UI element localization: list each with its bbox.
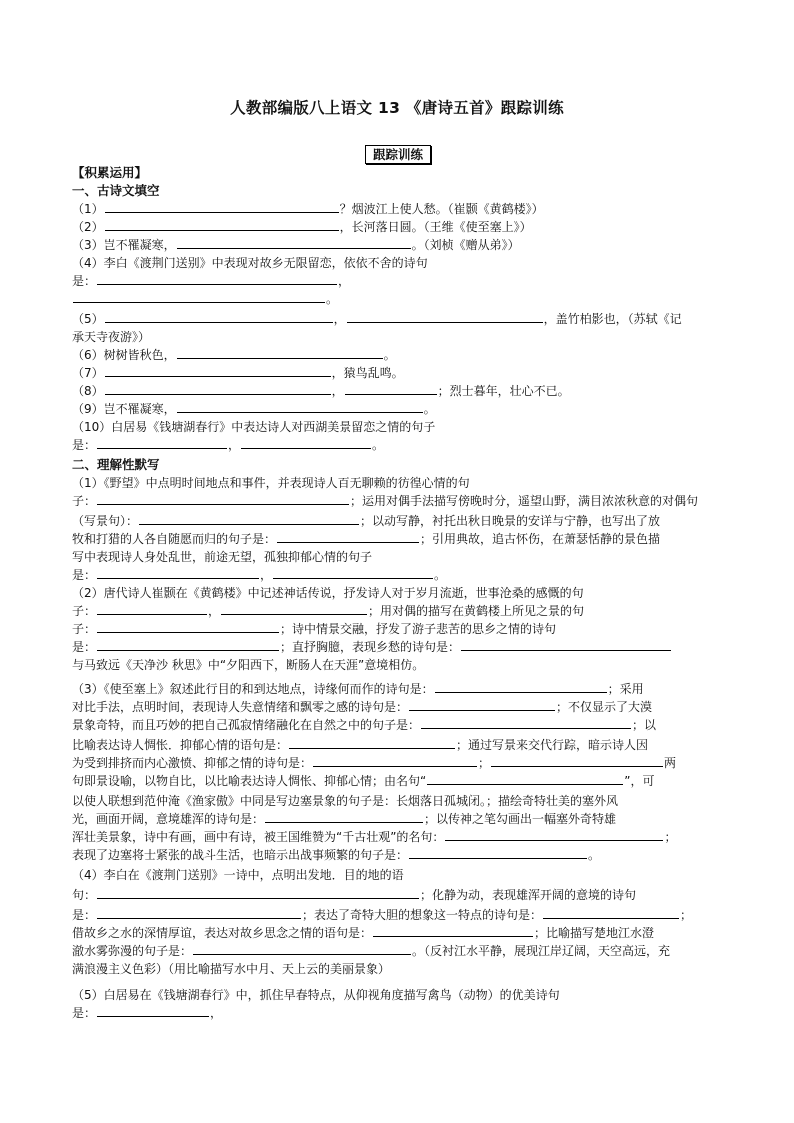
- answer-blank[interactable]: [73, 290, 325, 303]
- answer-blank[interactable]: [277, 530, 419, 543]
- answer-blank[interactable]: [409, 698, 555, 711]
- answer-blank[interactable]: [177, 400, 423, 413]
- page-title: 人教部编版八上语文 13 《唐诗五首》跟踪训练: [230, 99, 564, 117]
- answer-blank[interactable]: [97, 602, 207, 615]
- question-line: （7） ，猿鸟乱鸣。: [72, 366, 404, 380]
- answer-blank[interactable]: [97, 272, 337, 285]
- section-2-heading: 二、理解性默写: [72, 457, 160, 472]
- answer-blank[interactable]: [105, 364, 331, 377]
- question-line: 浑壮美景象，诗中有画，画中有诗，被王国维赞为“千古壮观”的名句： ；: [72, 830, 677, 844]
- answer-blank[interactable]: [97, 620, 279, 633]
- question-line: 。: [72, 290, 732, 308]
- question-line: 承天寺夜游》）: [72, 330, 151, 344]
- question-line: 是： ；表达了奇特大胆的想象这一特点的诗句是： ；: [72, 908, 693, 922]
- answer-blank[interactable]: [97, 638, 279, 651]
- question-line: 以使人联想到范仲淹《渔家傲》中同是写边塞景象的句子是：长烟落日孤城闭。；描绘奇特壮美的塞外风: [72, 794, 619, 808]
- answer-blank[interactable]: [373, 924, 533, 937]
- question-line: 与马致远《天净沙 秋思》中“夕阳西下，断肠人在天涯”意境相仿。: [72, 658, 425, 672]
- answer-blank[interactable]: [543, 906, 679, 919]
- question-line: （8） ， ；烈士暮年，壮心不已。: [72, 384, 570, 398]
- answer-blank[interactable]: [289, 736, 455, 749]
- answer-blank[interactable]: [221, 602, 367, 615]
- answer-blank[interactable]: [445, 828, 663, 841]
- answer-blank[interactable]: [491, 754, 663, 767]
- answer-blank[interactable]: [177, 346, 383, 359]
- answer-blank[interactable]: [273, 566, 433, 579]
- question-line: （5） ， ，盖竹柏影也，（苏轼《记: [72, 312, 682, 326]
- answer-blank[interactable]: [97, 492, 349, 505]
- answer-blank[interactable]: [313, 754, 477, 767]
- question-line: 表现了边塞将士紧张的战斗生活，也暗示出战事频繁的句子是： 。: [72, 848, 601, 862]
- answer-blank[interactable]: [97, 906, 301, 919]
- question-line: 是： ， 。: [72, 438, 385, 452]
- question-line: 子： ；诗中情景交融，抒发了游子悲苦的思乡之情的诗句: [72, 622, 557, 636]
- question-line: 对比手法，点明时间，表现诗人失意情绪和飘零之感的诗句是： ；不仅显示了大漠: [72, 700, 653, 714]
- answer-blank[interactable]: [421, 716, 631, 729]
- answer-blank[interactable]: [105, 382, 331, 395]
- question-line: （6）树树皆秋色， 。: [72, 348, 396, 362]
- question-line: 满浪漫主义色彩）（用比喻描写水中月、天上云的美丽景象）: [72, 962, 391, 976]
- answer-blank[interactable]: [97, 886, 419, 899]
- section-1-heading: 一、古诗文填空: [72, 183, 160, 198]
- question-line: 为受到排挤而内心激愤、抑郁之情的诗句是： ； 两: [72, 756, 677, 770]
- question-line: 澈水雾弥漫的句子是： 。（反衬江水平静，展现江岸辽阔，天空高远，充: [72, 944, 671, 958]
- section-label-box: 跟踪训练: [365, 145, 431, 164]
- question-line: （10）白居易《钱塘湖春行》中表达诗人对西湖美景留恋之情的句子: [72, 420, 436, 434]
- question-line: 光，画面开阔，意境雄浑的诗句是： ；以传神之笔勾画出一幅塞外奇特雄: [72, 812, 617, 826]
- answer-blank[interactable]: [105, 310, 333, 323]
- answer-blank[interactable]: [97, 436, 227, 449]
- question-line: （3）《使至塞上》叙述此行目的和到达地点，诗缘何而作的诗句是： ；采用: [72, 682, 644, 696]
- question-line: 是： ，: [72, 274, 351, 288]
- question-line: （2） ，长河落日圆。（王维《使至塞上》）: [72, 220, 532, 234]
- answer-blank[interactable]: [461, 638, 671, 651]
- answer-blank[interactable]: [345, 382, 437, 395]
- question-line: （9）岂不罹凝寒， 。: [72, 402, 436, 416]
- question-line: （写景句）： ；以动写静，衬托出秋日晚景的安详与宁静，也写出了放: [72, 514, 661, 528]
- question-line: 借故乡之水的深情厚谊，表达对故乡思念之情的语句是： ；比喻描写楚地江水澄: [72, 926, 655, 940]
- answer-blank[interactable]: [97, 566, 259, 579]
- section-header: 【积累运用】: [72, 165, 148, 180]
- question-line: 是： ，: [72, 1006, 223, 1020]
- question-line: 句即景设喻，以物自比，以比喻表达诗人惆怅、抑郁心情；由名句“ ”，可: [72, 774, 655, 788]
- answer-blank[interactable]: [139, 512, 359, 525]
- answer-blank[interactable]: [435, 680, 607, 693]
- answer-blank[interactable]: [265, 810, 423, 823]
- question-line: （1） ？烟波江上使人愁。（崔颢《黄鹤楼》）: [72, 202, 544, 216]
- question-line: （2）唐代诗人崔颢在《黄鹤楼》中记述神话传说，抒发诗人对于岁月流逝，世事沧桑的感慨的句: [72, 586, 584, 600]
- answer-blank[interactable]: [241, 436, 371, 449]
- question-line: 牧和打猎的人各自随愿而归的句子是： ；引用典故，追古怀伤，在萧瑟恬静的景色描: [72, 532, 661, 546]
- question-line: 是： ；直抒胸臆，表现乡愁的诗句是：: [72, 638, 732, 656]
- answer-blank[interactable]: [347, 310, 543, 323]
- question-line: 是： ， 。: [72, 568, 447, 582]
- question-line: （4）李白在《渡荆门送别》一诗中，点明出发地．目的地的语: [72, 868, 404, 882]
- question-line: 比喻表达诗人惆怅．抑郁心情的语句是： ；通过写景来交代行踪，暗示诗人因: [72, 738, 649, 752]
- question-line: （5）白居易在《钱塘湖春行》中，抓住早春特点，从仰视角度描写禽鸟（动物）的优美诗句: [72, 988, 560, 1002]
- question-line: （4）李白《渡荆门送别》中表现对故乡无限留恋，依依不舍的诗句: [72, 256, 428, 270]
- question-line: （1）《野望》中点明时间地点和事件，并表现诗人百无聊赖的彷徨心情的句: [72, 476, 470, 490]
- question-line: （3）岂不罹凝寒， 。（刘桢《赠从弟》）: [72, 238, 520, 252]
- question-line: 写中表现诗人身处乱世，前途无望，孤独抑郁心情的句子: [72, 550, 373, 564]
- question-line: 子： ， ；用对偶的描写在黄鹤楼上所见之景的句: [72, 604, 585, 618]
- question-line: 景象奇特，而且巧妙的把自己孤寂情绪融化在自然之中的句子是： ；以: [72, 718, 657, 732]
- answer-blank[interactable]: [105, 218, 339, 231]
- answer-blank[interactable]: [409, 846, 587, 859]
- answer-blank[interactable]: [105, 200, 339, 213]
- answer-blank[interactable]: [97, 1004, 209, 1017]
- answer-blank[interactable]: [193, 942, 411, 955]
- answer-blank[interactable]: [177, 236, 411, 249]
- answer-blank[interactable]: [427, 772, 623, 785]
- question-line: 子： ；运用对偶手法描写傍晚时分，遥望山野，满目浓浓秋意的对偶句: [72, 494, 699, 508]
- question-line: 句： ；化静为动，表现雄浑开阔的意境的诗句: [72, 888, 637, 902]
